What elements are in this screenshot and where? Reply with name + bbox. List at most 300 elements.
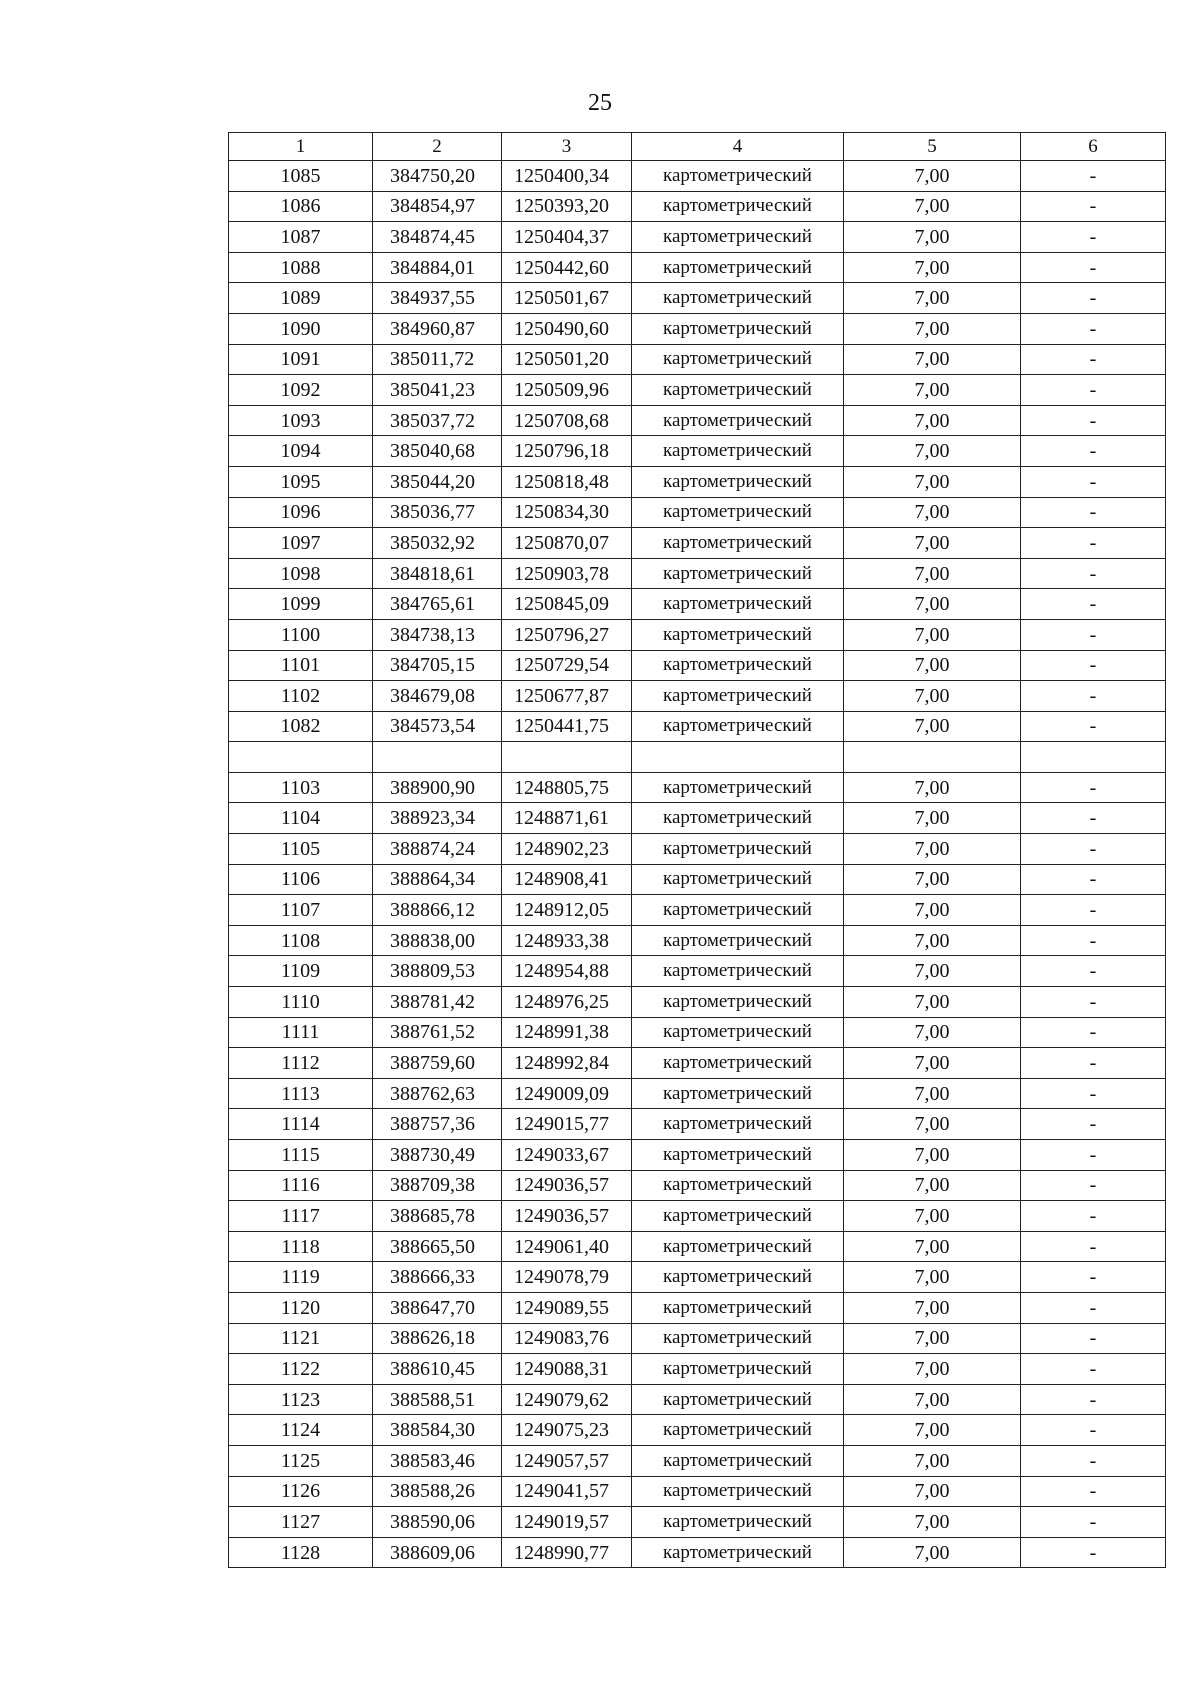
- cell-note: -: [1021, 1109, 1166, 1140]
- table-row: [229, 1415, 1166, 1446]
- cell-accuracy: 7,00: [844, 161, 1021, 192]
- cell-method: картометрический: [632, 161, 844, 192]
- cell-note: -: [1021, 1078, 1166, 1109]
- cell-coord-y: 1249019,57: [502, 1507, 632, 1538]
- cell-method: картометрический: [632, 711, 844, 742]
- cell-note: -: [1021, 497, 1166, 528]
- cell-accuracy: 7,00: [844, 1292, 1021, 1323]
- cell-accuracy: 7,00: [844, 1507, 1021, 1538]
- cell-note: -: [1021, 436, 1166, 467]
- column-header-2: 2: [373, 133, 502, 161]
- cell-accuracy: 7,00: [844, 1537, 1021, 1568]
- cell-method: картометрический: [632, 834, 844, 865]
- table-row: [229, 1262, 1166, 1293]
- cell-method: картометрический: [632, 1415, 844, 1446]
- cell-coord-x: 388757,36: [373, 1109, 502, 1140]
- cell-point-number: 1082: [229, 711, 373, 742]
- table-row: [229, 313, 1166, 344]
- cell-coord-y: 1250501,20: [502, 344, 632, 375]
- cell-point-number: 1100: [229, 619, 373, 650]
- cell-coord-x: 385036,77: [373, 497, 502, 528]
- cell-coord-y: 1250845,09: [502, 589, 632, 620]
- cell-note: -: [1021, 864, 1166, 895]
- cell-accuracy: 7,00: [844, 405, 1021, 436]
- cell-accuracy: 7,00: [844, 1078, 1021, 1109]
- cell-method: картометрический: [632, 619, 844, 650]
- cell-accuracy: 7,00: [844, 711, 1021, 742]
- table-row: [229, 1476, 1166, 1507]
- table-row: [229, 283, 1166, 314]
- cell-coord-x: 388609,06: [373, 1537, 502, 1568]
- cell-point-number: 1119: [229, 1262, 373, 1293]
- cell-note: -: [1021, 252, 1166, 283]
- table-row: [229, 528, 1166, 559]
- table-row: [229, 925, 1166, 956]
- cell-method: картометрический: [632, 1231, 844, 1262]
- table-row: [229, 222, 1166, 253]
- cell-method: картометрический: [632, 1140, 844, 1171]
- cell-coord-y: 1248990,77: [502, 1537, 632, 1568]
- table-row: [229, 558, 1166, 589]
- cell-coord-y: 1249088,31: [502, 1354, 632, 1385]
- cell-accuracy: 7,00: [844, 1201, 1021, 1232]
- cell-coord-x: 388610,45: [373, 1354, 502, 1385]
- cell-method: картометрический: [632, 252, 844, 283]
- cell-method: картометрический: [632, 1109, 844, 1140]
- table-row: [229, 772, 1166, 803]
- cell-coord-y: 1250903,78: [502, 558, 632, 589]
- table-row: [229, 742, 1166, 773]
- table-row: [229, 1323, 1166, 1354]
- coordinates-table: [228, 132, 1166, 1568]
- cell-accuracy: 7,00: [844, 1354, 1021, 1385]
- cell-note: -: [1021, 1384, 1166, 1415]
- cell-accuracy: 7,00: [844, 191, 1021, 222]
- cell-method: картометрический: [632, 1201, 844, 1232]
- cell-coord-y: 1249061,40: [502, 1231, 632, 1262]
- cell-point-number: 1125: [229, 1445, 373, 1476]
- table-row: [229, 252, 1166, 283]
- cell-coord-x: 385037,72: [373, 405, 502, 436]
- cell-coord-y: 1250834,30: [502, 497, 632, 528]
- cell-point-number: 1120: [229, 1292, 373, 1323]
- cell-point-number: 1104: [229, 803, 373, 834]
- table-row: [229, 619, 1166, 650]
- cell-coord-y: 1248902,23: [502, 834, 632, 865]
- cell-note: -: [1021, 1201, 1166, 1232]
- cell-coord-x: 388588,26: [373, 1476, 502, 1507]
- cell-coord-x: 384884,01: [373, 252, 502, 283]
- cell-method: картометрический: [632, 895, 844, 926]
- cell-accuracy: 7,00: [844, 1109, 1021, 1140]
- cell-coord-y: 1248976,25: [502, 987, 632, 1018]
- cell-note: -: [1021, 1231, 1166, 1262]
- cell-point-number: 1098: [229, 558, 373, 589]
- cell-note: -: [1021, 1537, 1166, 1568]
- cell-coord-y: 1250708,68: [502, 405, 632, 436]
- cell-coord-y: 1249083,76: [502, 1323, 632, 1354]
- cell-note: -: [1021, 895, 1166, 926]
- cell-accuracy: 7,00: [844, 436, 1021, 467]
- cell-note: -: [1021, 1048, 1166, 1079]
- table-row: [229, 191, 1166, 222]
- cell-note: -: [1021, 711, 1166, 742]
- table-row: [229, 650, 1166, 681]
- cell-method: картометрический: [632, 987, 844, 1018]
- cell-method: картометрический: [632, 1384, 844, 1415]
- cell-coord-x: 384765,61: [373, 589, 502, 620]
- page-number: 25: [588, 90, 612, 116]
- cell-method: картометрический: [632, 191, 844, 222]
- cell-point-number: 1096: [229, 497, 373, 528]
- cell-coord-x: 388709,38: [373, 1170, 502, 1201]
- table-body: [229, 161, 1166, 1568]
- cell-coord-x: 388647,70: [373, 1292, 502, 1323]
- cell-coord-x: 388626,18: [373, 1323, 502, 1354]
- cell-point-number: 1117: [229, 1201, 373, 1232]
- table-row: [229, 344, 1166, 375]
- cell-note: -: [1021, 1292, 1166, 1323]
- cell-point-number: 1085: [229, 161, 373, 192]
- table-row: [229, 436, 1166, 467]
- cell-note: -: [1021, 925, 1166, 956]
- table-row: [229, 1231, 1166, 1262]
- cell-coord-y: 1249015,77: [502, 1109, 632, 1140]
- cell-method: [632, 742, 844, 773]
- table-row: [229, 1048, 1166, 1079]
- cell-method: картометрический: [632, 1537, 844, 1568]
- cell-point-number: 1114: [229, 1109, 373, 1140]
- cell-coord-x: 388584,30: [373, 1415, 502, 1446]
- cell-coord-x: 388866,12: [373, 895, 502, 926]
- table-row: [229, 1017, 1166, 1048]
- cell-note: -: [1021, 375, 1166, 406]
- table-row: [229, 803, 1166, 834]
- cell-method: картометрический: [632, 1017, 844, 1048]
- cell-point-number: 1107: [229, 895, 373, 926]
- cell-coord-x: 388666,33: [373, 1262, 502, 1293]
- cell-coord-y: 1248991,38: [502, 1017, 632, 1048]
- cell-method: картометрический: [632, 1507, 844, 1538]
- cell-method: картометрический: [632, 436, 844, 467]
- cell-coord-y: [502, 742, 632, 773]
- cell-accuracy: 7,00: [844, 772, 1021, 803]
- cell-coord-x: 384573,54: [373, 711, 502, 742]
- cell-coord-x: 388762,63: [373, 1078, 502, 1109]
- cell-method: картометрический: [632, 375, 844, 406]
- cell-note: -: [1021, 313, 1166, 344]
- cell-coord-y: 1248912,05: [502, 895, 632, 926]
- cell-coord-x: 384738,13: [373, 619, 502, 650]
- cell-point-number: 1127: [229, 1507, 373, 1538]
- cell-method: картометрический: [632, 466, 844, 497]
- cell-method: картометрический: [632, 497, 844, 528]
- cell-coord-y: 1250677,87: [502, 681, 632, 712]
- cell-note: -: [1021, 1415, 1166, 1446]
- cell-method: картометрический: [632, 650, 844, 681]
- cell-coord-y: 1248908,41: [502, 864, 632, 895]
- cell-method: картометрический: [632, 1170, 844, 1201]
- cell-point-number: 1112: [229, 1048, 373, 1079]
- table-row: [229, 1507, 1166, 1538]
- cell-point-number: 1110: [229, 987, 373, 1018]
- cell-note: -: [1021, 619, 1166, 650]
- cell-coord-x: 385044,20: [373, 466, 502, 497]
- cell-accuracy: 7,00: [844, 344, 1021, 375]
- cell-coord-y: 1250818,48: [502, 466, 632, 497]
- cell-point-number: 1111: [229, 1017, 373, 1048]
- cell-point-number: 1102: [229, 681, 373, 712]
- cell-coord-y: 1249033,67: [502, 1140, 632, 1171]
- cell-coord-y: 1249036,57: [502, 1201, 632, 1232]
- cell-accuracy: 7,00: [844, 1384, 1021, 1415]
- cell-note: [1021, 742, 1166, 773]
- cell-accuracy: 7,00: [844, 252, 1021, 283]
- table-row: [229, 711, 1166, 742]
- cell-coord-x: 384854,97: [373, 191, 502, 222]
- cell-point-number: 1123: [229, 1384, 373, 1415]
- cell-note: -: [1021, 558, 1166, 589]
- cell-method: картометрический: [632, 1445, 844, 1476]
- cell-note: -: [1021, 803, 1166, 834]
- cell-coord-x: 388838,00: [373, 925, 502, 956]
- cell-coord-x: 388864,34: [373, 864, 502, 895]
- cell-point-number: 1092: [229, 375, 373, 406]
- table-row: [229, 1537, 1166, 1568]
- cell-point-number: 1094: [229, 436, 373, 467]
- table-row: [229, 681, 1166, 712]
- cell-note: -: [1021, 1323, 1166, 1354]
- cell-point-number: 1113: [229, 1078, 373, 1109]
- cell-note: -: [1021, 1507, 1166, 1538]
- cell-note: -: [1021, 1445, 1166, 1476]
- cell-coord-x: 388874,24: [373, 834, 502, 865]
- cell-coord-y: 1248933,38: [502, 925, 632, 956]
- cell-accuracy: 7,00: [844, 987, 1021, 1018]
- cell-method: картометрический: [632, 283, 844, 314]
- cell-note: -: [1021, 956, 1166, 987]
- cell-coord-x: 388761,52: [373, 1017, 502, 1048]
- cell-note: -: [1021, 283, 1166, 314]
- cell-point-number: 1118: [229, 1231, 373, 1262]
- cell-coord-x: 385041,23: [373, 375, 502, 406]
- cell-accuracy: 7,00: [844, 864, 1021, 895]
- table-row: [229, 834, 1166, 865]
- table-row: [229, 1354, 1166, 1385]
- cell-note: -: [1021, 1170, 1166, 1201]
- cell-point-number: 1093: [229, 405, 373, 436]
- cell-coord-y: 1250441,75: [502, 711, 632, 742]
- table-row: [229, 375, 1166, 406]
- cell-point-number: 1109: [229, 956, 373, 987]
- cell-coord-y: 1250501,67: [502, 283, 632, 314]
- cell-point-number: 1086: [229, 191, 373, 222]
- table-header: [229, 133, 1166, 161]
- cell-coord-x: 388809,53: [373, 956, 502, 987]
- cell-accuracy: 7,00: [844, 589, 1021, 620]
- cell-coord-x: 385032,92: [373, 528, 502, 559]
- cell-coord-y: 1248954,88: [502, 956, 632, 987]
- table-row: [229, 466, 1166, 497]
- cell-coord-y: 1250870,07: [502, 528, 632, 559]
- cell-coord-x: 388781,42: [373, 987, 502, 1018]
- cell-coord-y: 1249036,57: [502, 1170, 632, 1201]
- cell-accuracy: 7,00: [844, 925, 1021, 956]
- cell-accuracy: 7,00: [844, 1415, 1021, 1446]
- cell-point-number: 1121: [229, 1323, 373, 1354]
- cell-method: картометрический: [632, 528, 844, 559]
- cell-coord-x: 388900,90: [373, 772, 502, 803]
- cell-coord-x: 384750,20: [373, 161, 502, 192]
- cell-point-number: 1089: [229, 283, 373, 314]
- cell-coord-x: 384818,61: [373, 558, 502, 589]
- cell-coord-x: 384937,55: [373, 283, 502, 314]
- cell-point-number: 1108: [229, 925, 373, 956]
- cell-point-number: 1126: [229, 1476, 373, 1507]
- cell-method: картометрический: [632, 864, 844, 895]
- cell-point-number: 1087: [229, 222, 373, 253]
- cell-coord-x: 384679,08: [373, 681, 502, 712]
- cell-method: картометрический: [632, 772, 844, 803]
- cell-point-number: 1103: [229, 772, 373, 803]
- cell-coord-y: 1249079,62: [502, 1384, 632, 1415]
- cell-accuracy: 7,00: [844, 558, 1021, 589]
- table-row: [229, 1109, 1166, 1140]
- cell-accuracy: 7,00: [844, 1262, 1021, 1293]
- cell-method: картометрический: [632, 344, 844, 375]
- cell-method: картометрический: [632, 681, 844, 712]
- cell-accuracy: 7,00: [844, 466, 1021, 497]
- header-row: [229, 133, 1166, 161]
- table-row: [229, 1201, 1166, 1232]
- cell-method: картометрический: [632, 1262, 844, 1293]
- cell-coord-x: 388590,06: [373, 1507, 502, 1538]
- cell-point-number: 1095: [229, 466, 373, 497]
- cell-accuracy: 7,00: [844, 1231, 1021, 1262]
- cell-point-number: 1106: [229, 864, 373, 895]
- cell-note: -: [1021, 528, 1166, 559]
- cell-note: -: [1021, 650, 1166, 681]
- table-row: [229, 497, 1166, 528]
- cell-accuracy: 7,00: [844, 313, 1021, 344]
- cell-accuracy: 7,00: [844, 222, 1021, 253]
- cell-coord-x: 388583,46: [373, 1445, 502, 1476]
- cell-accuracy: 7,00: [844, 1445, 1021, 1476]
- cell-accuracy: 7,00: [844, 375, 1021, 406]
- cell-coord-x: 385040,68: [373, 436, 502, 467]
- cell-accuracy: 7,00: [844, 528, 1021, 559]
- cell-coord-y: 1249009,09: [502, 1078, 632, 1109]
- cell-note: -: [1021, 1262, 1166, 1293]
- cell-note: -: [1021, 344, 1166, 375]
- cell-point-number: 1088: [229, 252, 373, 283]
- cell-point-number: 1099: [229, 589, 373, 620]
- table-row: [229, 1140, 1166, 1171]
- cell-coord-x: 384874,45: [373, 222, 502, 253]
- cell-accuracy: 7,00: [844, 1140, 1021, 1171]
- cell-coord-y: 1250442,60: [502, 252, 632, 283]
- cell-note: -: [1021, 589, 1166, 620]
- cell-coord-x: 388759,60: [373, 1048, 502, 1079]
- cell-method: картометрический: [632, 405, 844, 436]
- cell-method: картометрический: [632, 956, 844, 987]
- cell-method: картометрический: [632, 1292, 844, 1323]
- cell-method: картометрический: [632, 1354, 844, 1385]
- cell-accuracy: 7,00: [844, 895, 1021, 926]
- cell-coord-y: 1250796,27: [502, 619, 632, 650]
- cell-note: -: [1021, 772, 1166, 803]
- table-row: [229, 1384, 1166, 1415]
- cell-accuracy: 7,00: [844, 650, 1021, 681]
- cell-coord-y: 1249075,23: [502, 1415, 632, 1446]
- table-row: [229, 864, 1166, 895]
- cell-method: картометрический: [632, 1078, 844, 1109]
- cell-point-number: 1115: [229, 1140, 373, 1171]
- cell-method: картометрический: [632, 803, 844, 834]
- cell-coord-x: 388923,34: [373, 803, 502, 834]
- cell-accuracy: 7,00: [844, 956, 1021, 987]
- cell-accuracy: 7,00: [844, 1323, 1021, 1354]
- cell-accuracy: 7,00: [844, 1048, 1021, 1079]
- cell-method: картометрический: [632, 1048, 844, 1079]
- cell-coord-x: 384960,87: [373, 313, 502, 344]
- cell-note: -: [1021, 405, 1166, 436]
- cell-coord-x: 384705,15: [373, 650, 502, 681]
- cell-coord-y: 1250490,60: [502, 313, 632, 344]
- table-row: [229, 987, 1166, 1018]
- cell-method: картометрический: [632, 1323, 844, 1354]
- column-header-3: 3: [502, 133, 632, 161]
- column-header-5: 5: [844, 133, 1021, 161]
- cell-coord-y: 1250509,96: [502, 375, 632, 406]
- cell-accuracy: 7,00: [844, 619, 1021, 650]
- table-row: [229, 161, 1166, 192]
- cell-method: картометрический: [632, 558, 844, 589]
- cell-accuracy: 7,00: [844, 283, 1021, 314]
- cell-accuracy: [844, 742, 1021, 773]
- cell-coord-y: 1250400,34: [502, 161, 632, 192]
- table-row: [229, 895, 1166, 926]
- cell-coord-x: 385011,72: [373, 344, 502, 375]
- cell-accuracy: 7,00: [844, 803, 1021, 834]
- cell-point-number: 1090: [229, 313, 373, 344]
- cell-coord-y: 1248871,61: [502, 803, 632, 834]
- table-row: [229, 589, 1166, 620]
- cell-note: -: [1021, 987, 1166, 1018]
- table-row: [229, 405, 1166, 436]
- cell-method: картометрический: [632, 313, 844, 344]
- cell-note: -: [1021, 1354, 1166, 1385]
- table-row: [229, 1292, 1166, 1323]
- cell-note: -: [1021, 222, 1166, 253]
- cell-accuracy: 7,00: [844, 1170, 1021, 1201]
- cell-coord-y: 1250729,54: [502, 650, 632, 681]
- cell-coord-x: 388588,51: [373, 1384, 502, 1415]
- column-header-6: 6: [1021, 133, 1166, 161]
- cell-method: картометрический: [632, 222, 844, 253]
- cell-note: -: [1021, 161, 1166, 192]
- column-header-4: 4: [632, 133, 844, 161]
- cell-point-number: 1122: [229, 1354, 373, 1385]
- cell-note: -: [1021, 466, 1166, 497]
- cell-coord-y: 1248805,75: [502, 772, 632, 803]
- cell-method: картометрический: [632, 589, 844, 620]
- cell-point-number: 1097: [229, 528, 373, 559]
- cell-coord-y: 1250796,18: [502, 436, 632, 467]
- cell-note: -: [1021, 191, 1166, 222]
- column-header-1: 1: [229, 133, 373, 161]
- cell-coord-y: 1249057,57: [502, 1445, 632, 1476]
